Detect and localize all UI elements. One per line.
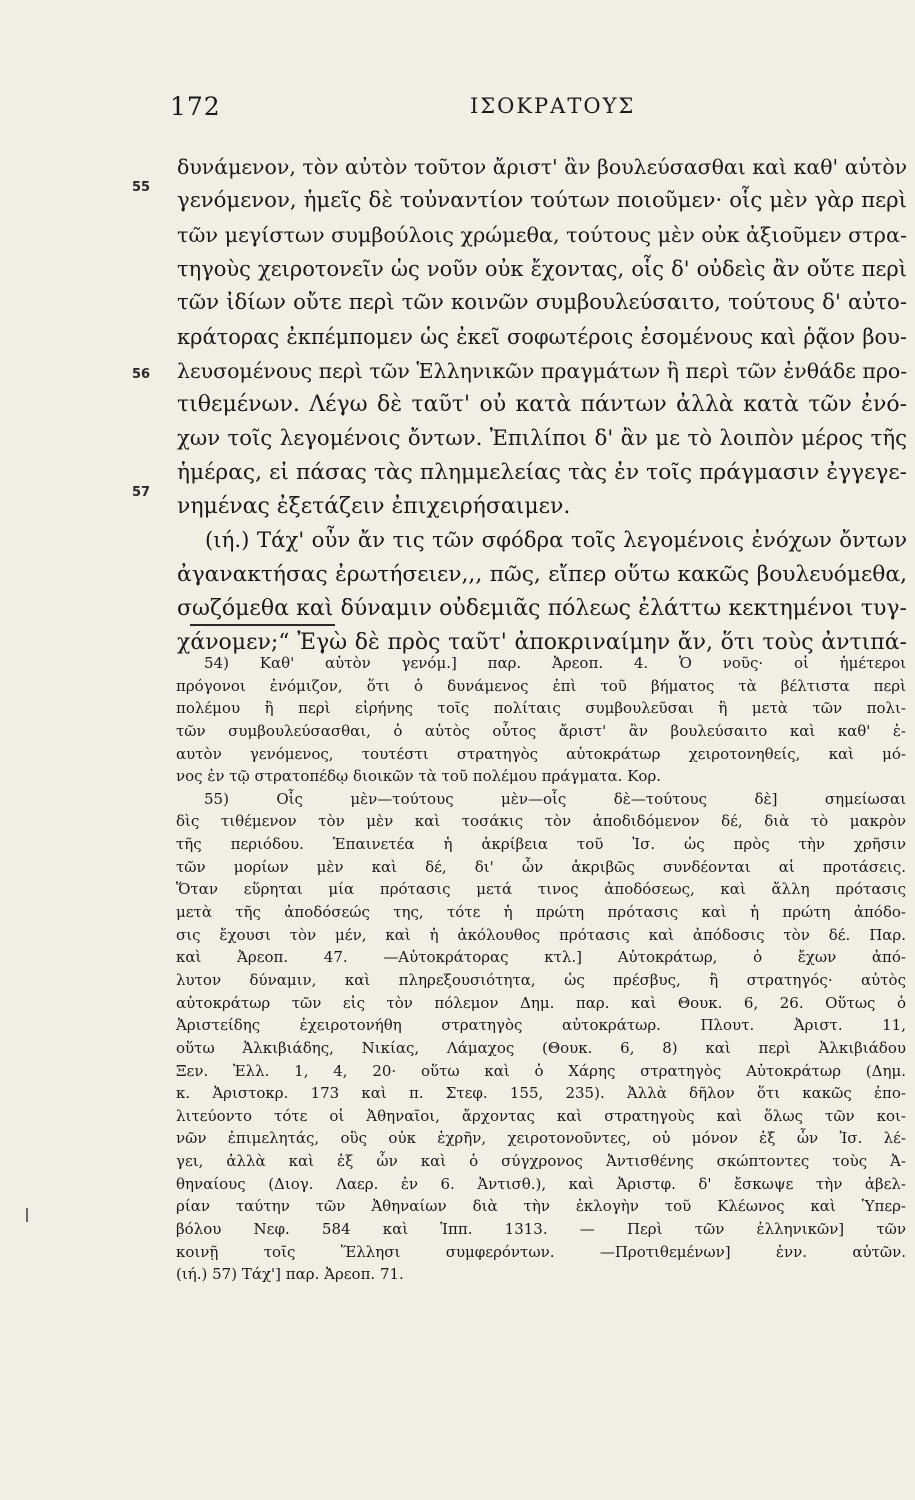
main-text-line: τῶν ἰδίων οὔτε περὶ τῶν κοινῶν συμβουλεύσαιτο, τούτους δ' αὐτο- <box>177 290 907 315</box>
footnote-line: κοινῇ τοῖς Ἕλλησι συμφερόντων. —Προτιθεμένων] ἐνν. αὐτῶν. <box>176 1242 906 1261</box>
footnote-line: λιτεύοντο τότε οἱ Ἀθηναῖοι, ἄρχοντας καὶ στρατηγοὺς καὶ ὅλως τῶν κοι- <box>176 1106 906 1125</box>
footnote-line: βόλου Νεφ. 584 καὶ Ἱππ. 1313. — Περὶ τῶν ἑλληνικῶν] τῶν <box>176 1220 906 1239</box>
footnote-line: σις ἔχουσι τὸν μέν, καὶ ἡ ἀκόλουθος πρότασις καὶ ἀπόδοσις τὸν δέ. Παρ. <box>176 925 906 944</box>
footnote-line: ρίαν ταύτην τῶν Ἀθηναίων διὰ τὴν ἐκλογὴν τοῦ Κλέωνος καὶ Ὑπερ- <box>176 1197 906 1216</box>
main-text-line: λευσομένους περὶ τῶν Ἑλληνικῶν πραγμάτων ἢ περὶ τῶν ἐνθάδε προ- <box>177 359 908 383</box>
footnote-line: μετὰ τῆς ἀποδόσεώς της, τότε ἡ πρώτη πρότασις καὶ ἡ πρώτη ἀπόδο- <box>176 903 906 922</box>
footnote-line: θηναίους (Διογ. Λαερ. ἐν 6. Ἀντισθ.), καὶ Ἀριστφ. δ' ἔσκωψε τὴν ἀβελ- <box>176 1174 906 1193</box>
footnote-line: κ. Ἀριστοκρ. 173 καὶ π. Στεφ. 155, 235). Ἀλλὰ δῆλον ὅτι κακῶς ἐπο- <box>176 1084 906 1103</box>
footnote-line: Ξεν. Ἑλλ. 1, 4, 20· οὕτω καὶ ὁ Χάρης στρατηγὸς Αὐτοκράτωρ (Δημ. <box>176 1061 906 1080</box>
footnote-line: τῆς περιόδου. Ἐπαινετέα ἡ ἀκρίβεια τοῦ Ἰσ. ὡς πρὸς τὴν χρῆσιν <box>176 835 906 854</box>
footnote-line: γει, ἀλλὰ καὶ ἐξ ὧν καὶ ὁ σύγχρονος Ἀντισθένης σκώπτοντες τοὺς Ἀ- <box>176 1152 906 1171</box>
footnote-line: αυτὸν γενόμενος, τουτέστι στρατηγὸς αὐτοκράτωρ χειροτονηθείς, καὶ μό- <box>176 744 906 763</box>
main-text-line: ἡμέρας, εἰ πάσας τὰς πλημμελείας τὰς ἐν τοῖς πράγμασιν ἐγγεγε- <box>177 460 907 485</box>
running-title: ΙΣΟΚΡΑΤΟΥΣ <box>470 94 636 118</box>
main-text-line: ἀγανακτήσας ἐρωτήσειεν,,, πῶς, εἴπερ οὕτω κακῶς βουλευόμεθα, <box>177 562 907 587</box>
main-text-line: σωζόμεθα καὶ δύναμιν οὐδεμιᾶς πόλεως ἐλάττω κεκτημένοι τυγ- <box>177 596 907 621</box>
footnote-line: οὕτω Ἀλκιβιάδης, Νικίας, Λάμαχος (Θουκ. 6, 8) καὶ περὶ Ἀλκιβιάδου <box>176 1038 906 1057</box>
page-header <box>170 92 905 132</box>
footnote-line: 55) Οἷς μὲν—τούτους μὲν—οἷς δὲ—τούτους δὲ] σημείωσαι <box>204 789 906 808</box>
footnote-line: νος ἐν τῷ στρατοπέδῳ διοικῶν τὰ τοῦ πολέμου πράγματα. Κορ. <box>176 767 662 786</box>
footnote-line: τῶν συμβουλεύσασθαι, ὁ αὐτὸς οὗτος ἄριστ' ἂν βουλεύσαιτο καὶ καθ' ἑ- <box>176 721 906 740</box>
main-text-line: κράτορας ἐκπέμπομεν ὡς ἐκεῖ σοφωτέροις ἐσομένους καὶ ῥᾷον βου- <box>177 325 907 349</box>
main-text <box>177 150 907 660</box>
main-text-line: τηγοὺς χειροτονεῖν ὡς νοῦν οὐκ ἔχοντας, οἷς δ' οὐδεὶς ἂν οὔτε περὶ <box>177 257 907 281</box>
main-text-line: χων τοῖς λεγομένοις ὄντων. Ἐπιλίποι δ' ἂν με τὸ λοιπὸν μέρος τῆς <box>177 426 907 451</box>
main-text-line: γενόμενον, ἡμεῖς δὲ τοὐναντίον τούτων ποιοῦμεν· οἷς μὲν γὰρ περὶ <box>177 188 907 213</box>
footnote-line: πολέμου ἢ περὶ εἰρήνης τοῖς πολίταις συμβουλεῦσαι ἢ μετὰ τῶν πολι- <box>176 699 906 718</box>
footnote-line: νῶν ἐπιμελητάς, οὓς οὐκ ἐχρῆν, χειροτονοῦντες, οὐ μόνον ἐξ ὧν Ἰσ. λέ- <box>176 1129 906 1148</box>
footnote-line: πρόγονοι ἐνόμιζον, ὅτι ὁ δυνάμενος ἐπὶ τοῦ βήματος τὰ βέλτιστα περὶ <box>176 676 906 695</box>
margin-section-number: 56 <box>132 367 151 382</box>
page-number: 172 <box>170 92 221 121</box>
footnote-line: αὐτοκράτωρ τῶν εἰς τὸν πόλεμον Δημ. παρ. καὶ Θουκ. 6, 26. Οὕτως ὁ <box>176 993 906 1012</box>
main-text-line: δυνάμενον, τὸν αὐτὸν τοῦτον ἄριστ' ἂν βουλεύσασθαι καὶ καθ' αὑτὸν <box>177 155 908 179</box>
main-text-line: χάνομεν;“ Ἐγὼ δὲ πρὸς ταῦτ' ἀποκριναίμην ἄν, ὅτι τοὺς ἀντιπά- <box>177 630 907 655</box>
footnote-separator <box>190 624 335 626</box>
footnotes <box>176 652 906 1286</box>
footnote-line: Ὅταν εὕρηται μία πρότασις μετά τινος ἀποδόσεως, καὶ ἄλλη πρότασις <box>176 880 906 899</box>
main-text-line: τῶν μεγίστων συμβούλοις χρώμεθα, τούτους μὲν οὐκ ἀξιοῦμεν στρα- <box>177 223 908 247</box>
main-text-line: νημένας ἐξετάζειν ἐπιχειρήσαιμεν. <box>177 494 571 519</box>
footnote-line: τῶν μορίων μὲν καὶ δέ, δι' ὧν ἀκριβῶς συνδέονται αἱ προτάσεις. <box>176 857 906 876</box>
footnote-line: καὶ Ἀρεοπ. 47. —Αὐτοκράτορας κτλ.] Αὐτοκράτωρ, ὁ ἔχων ἀπό- <box>176 948 906 967</box>
footnote-line: Ἀριστείδης ἐχειροτονήθη στρατηγὸς αὐτοκράτωρ. Πλουτ. Ἀριστ. 11, <box>176 1016 906 1035</box>
footnote-line: λυτον δύναμιν, καὶ πληρεξουσιότητα, ὡς πρέσβυς, ἢ στρατηγός· αὐτὸς <box>176 970 906 989</box>
footnote-line: (ιή.) 57) Τάχ'] παρ. Ἀρεοπ. 71. <box>176 1265 404 1284</box>
footnote-line: δὶς τιθέμενον τὸν μὲν καὶ τοσάκις τὸν ἀποδιδόμενον δέ, διὰ τὸ μακρὸν <box>176 812 906 831</box>
main-text-line: τιθεμένων. Λέγω δὲ ταῦτ' οὐ κατὰ πάντων ἀλλὰ κατὰ τῶν ἐνό- <box>177 392 907 417</box>
margin-section-number: 55 <box>132 180 151 195</box>
footnote-line: 54) Καθ' αὑτὸν γενόμ.] παρ. Ἀρεοπ. 4. Ὁ νοῦς· οἱ ἡμέτεροι <box>204 654 906 672</box>
main-text-line: (ιή.) Τάχ' οὖν ἄν τις τῶν σφόδρα τοῖς λεγομένοις ἐνόχων ὄντων <box>205 528 907 553</box>
margin-mark <box>26 1208 28 1222</box>
margin-section-number: 57 <box>132 485 151 500</box>
